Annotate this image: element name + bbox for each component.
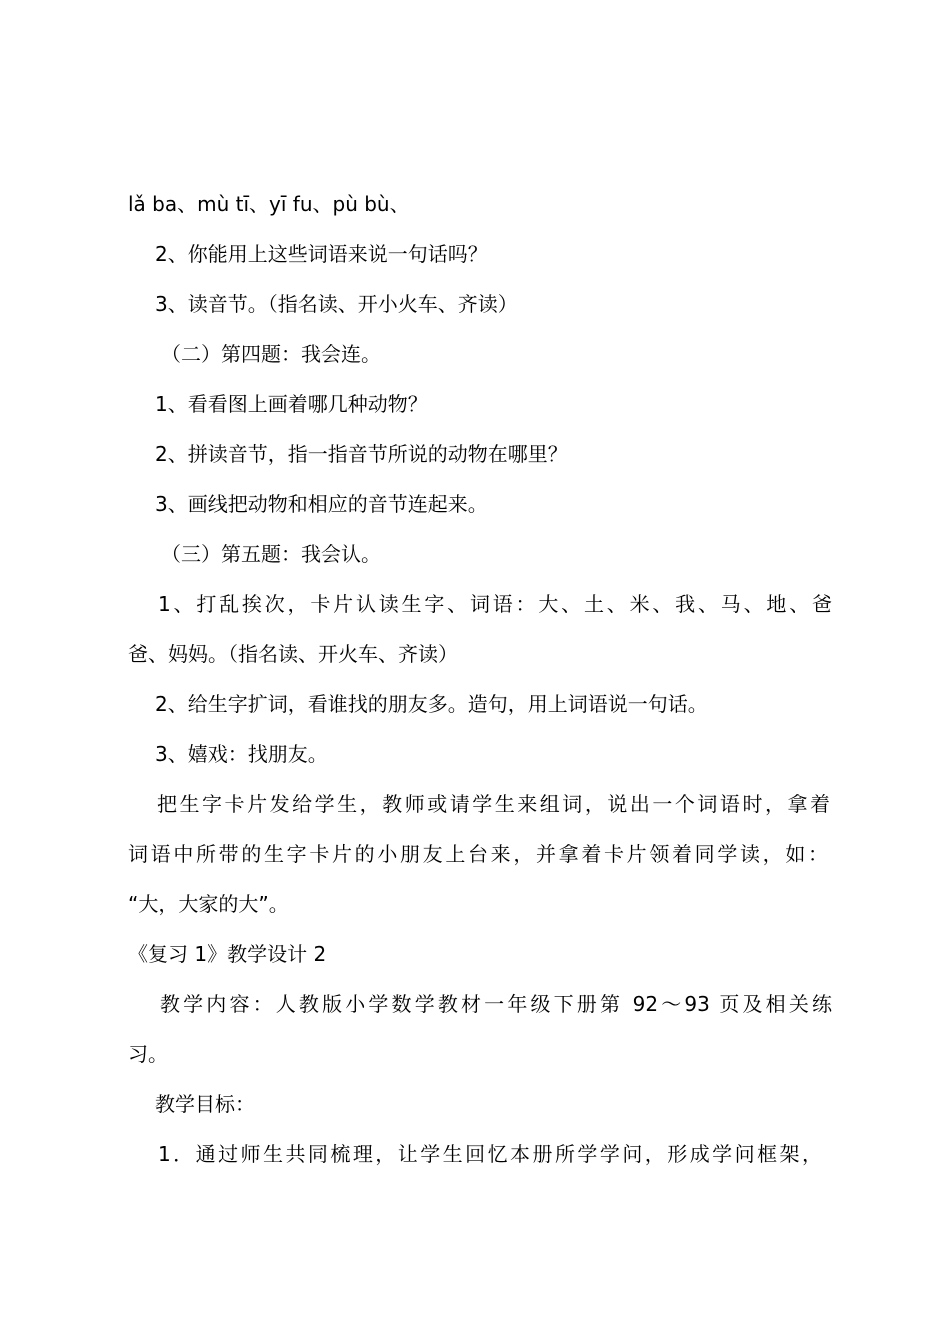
teaching-content: 教学内容：人教版小学数学教材一年级下册第 92～93 页及相关练 xyxy=(160,992,832,1016)
section-four-step-2: 2、拼读音节，指一指音节所说的动物在哪里？ xyxy=(155,442,568,466)
section-five-step-1: 1、打乱挨次，卡片认读生字、词语：大、土、米、我、马、地、爸 xyxy=(158,592,832,616)
teaching-goal-1: 1．通过师生共同梳理，让学生回忆本册所学学问，形成学问框架， xyxy=(158,1142,822,1166)
section-four-step-1: 1、看看图上画着哪几种动物？ xyxy=(155,392,428,416)
section-heading-five: （三）第五题：我会认。 xyxy=(161,542,381,566)
game-description-line-3: “大，大家的大”。 xyxy=(128,892,289,916)
game-description-line-2: 词语中所带的生字卡片的小朋友上台来，并拿着卡片领着同学读，如： xyxy=(128,842,828,866)
step-3-read: 3、读音节。（指名读、开小火车、齐读） xyxy=(155,292,518,316)
section-five-step-1-cont: 爸、妈妈。（指名读、开火车、齐读） xyxy=(128,642,458,666)
section-five-step-3: 3、嬉戏：找朋友。 xyxy=(155,742,328,766)
design-title: 《复习 1》教学设计 2 xyxy=(128,942,327,966)
teaching-content-cont: 习。 xyxy=(128,1042,168,1066)
teaching-goals-heading: 教学目标： xyxy=(155,1092,255,1116)
pinyin-words-line: lǎ ba、mù tī、yī fu、pù bù、 xyxy=(128,192,410,216)
game-description-line-1: 把生字卡片发给学生，教师或请学生来组词，说出一个词语时，拿着 xyxy=(157,792,830,816)
section-four-step-3: 3、画线把动物和相应的音节连起来。 xyxy=(155,492,488,516)
section-heading-four: （二）第四题：我会连。 xyxy=(161,342,381,366)
step-2-sentence: 2、你能用上这些词语来说一句话吗？ xyxy=(155,242,488,266)
section-five-step-2: 2、给生字扩词，看谁找的朋友多。造句，用上词语说一句话。 xyxy=(155,692,708,716)
